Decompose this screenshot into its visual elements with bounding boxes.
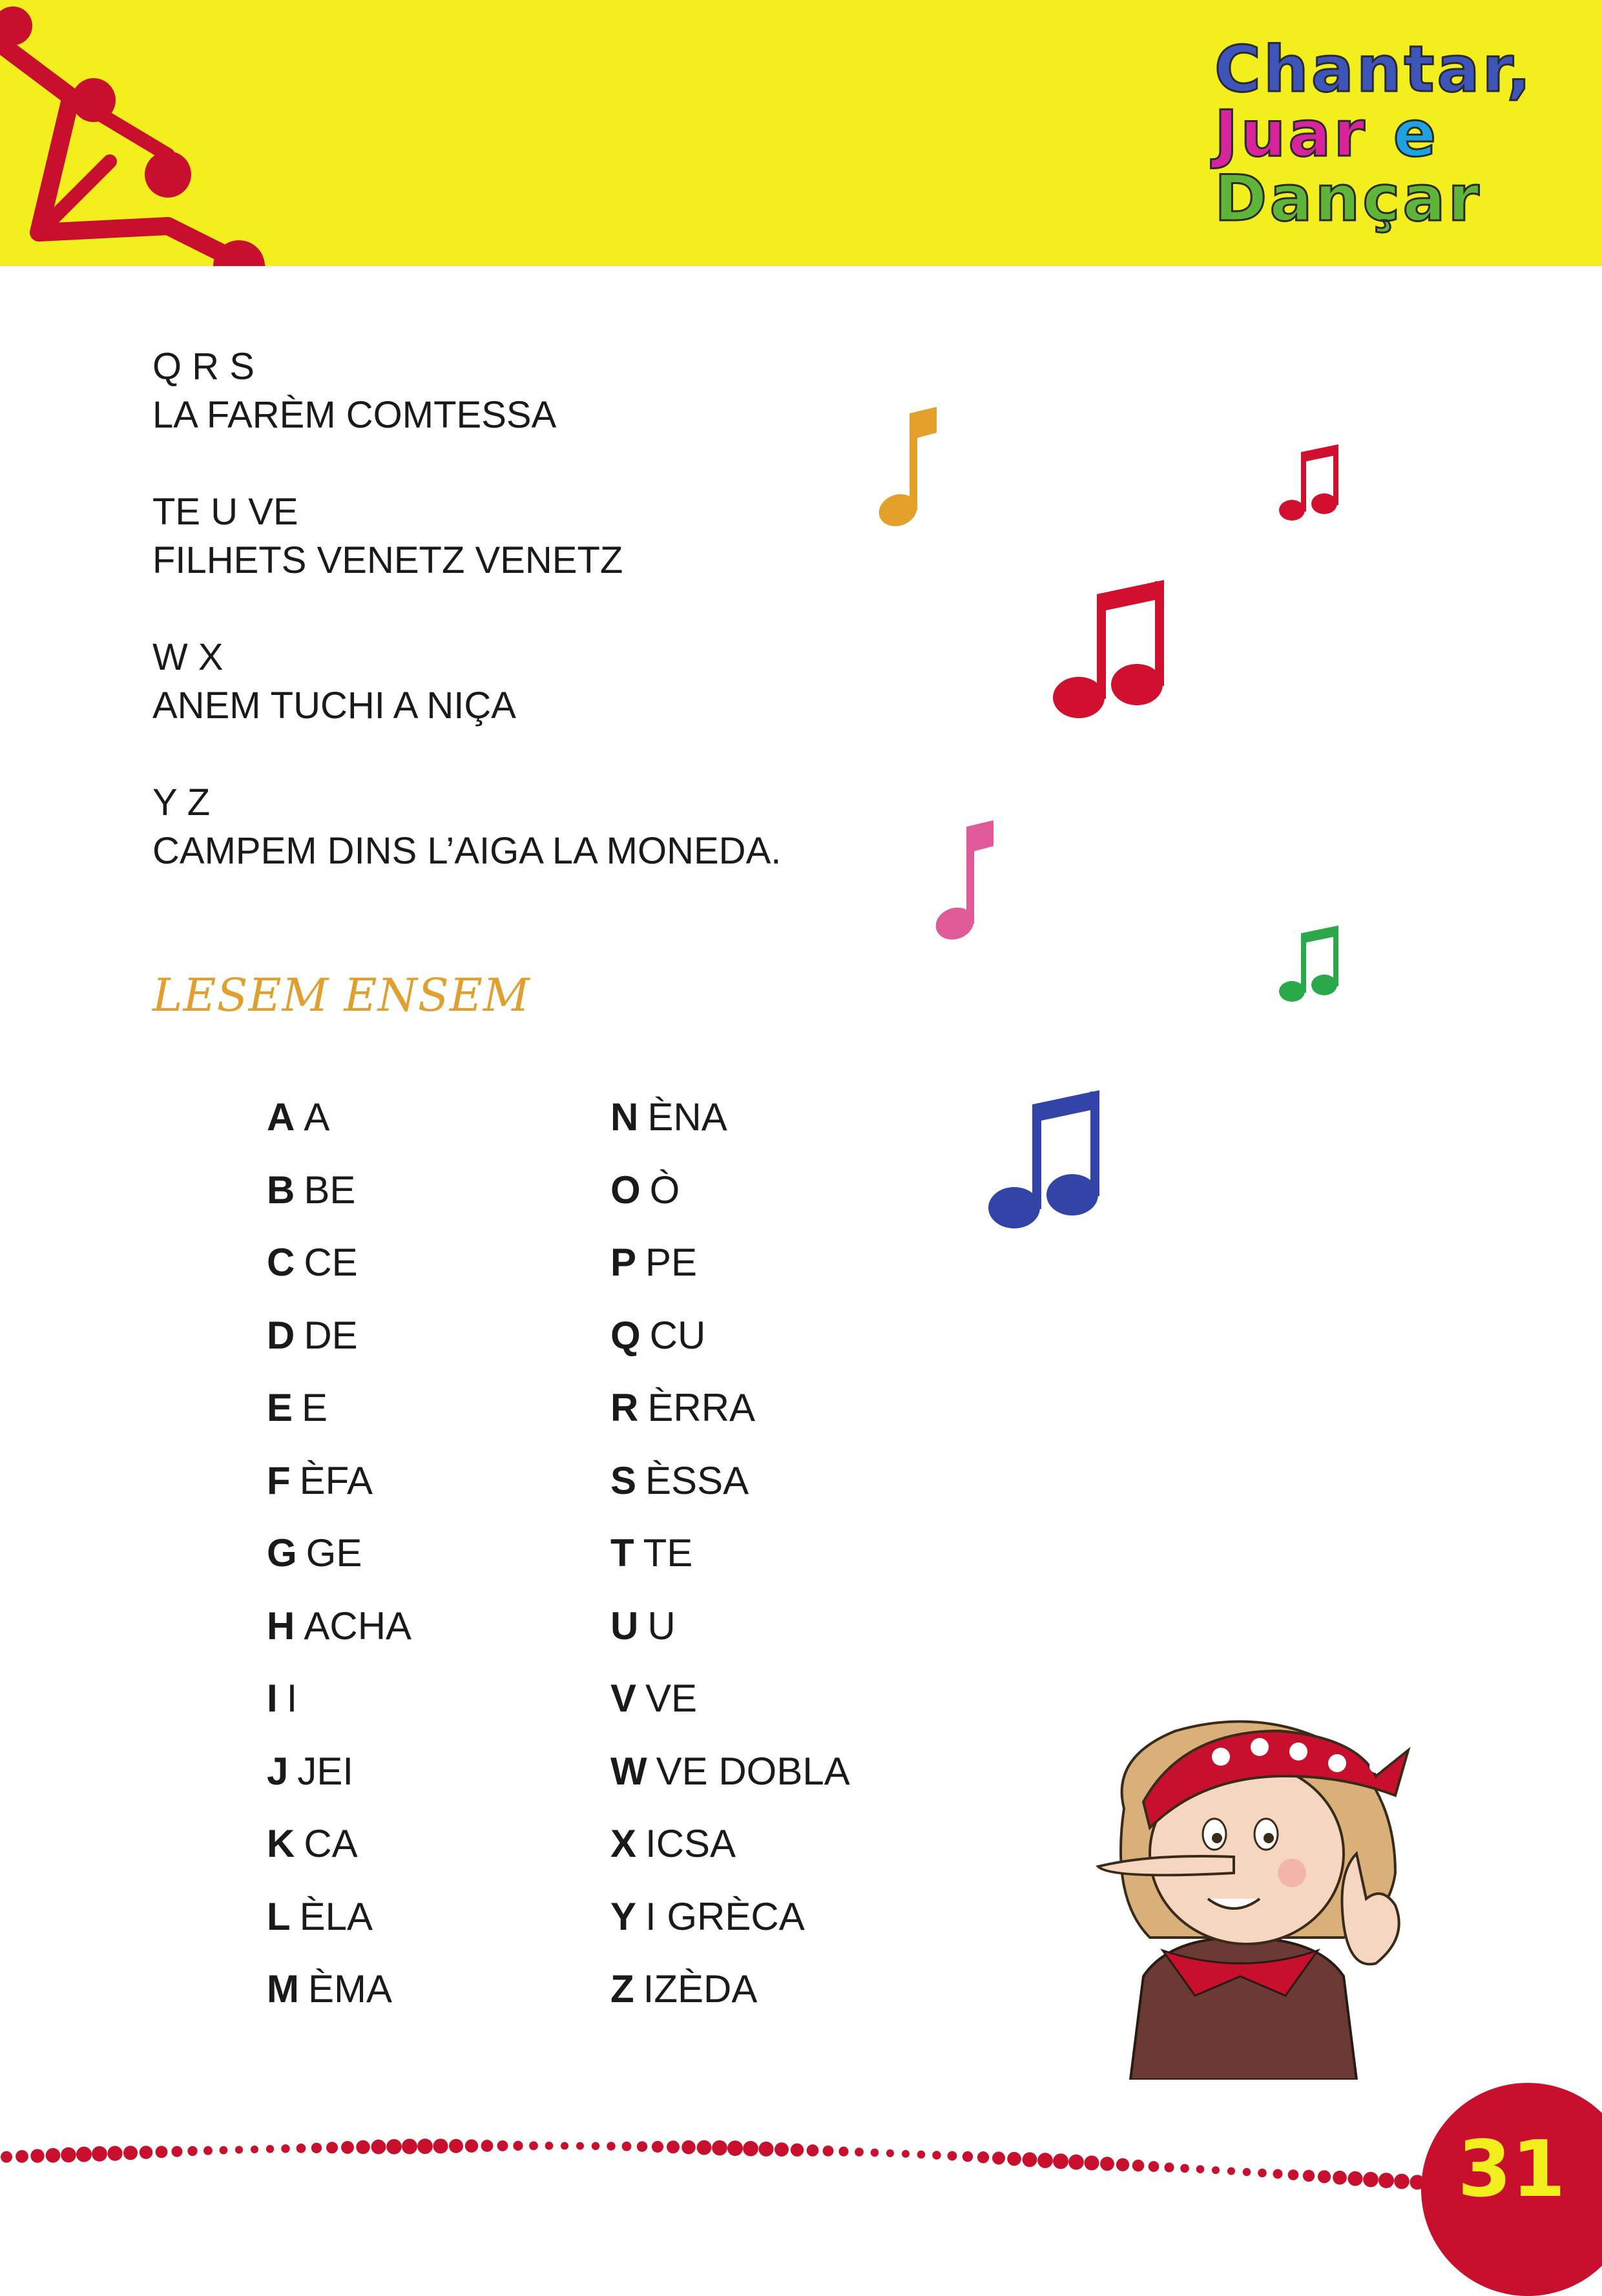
alphabet-name: E: [302, 1386, 328, 1429]
dotted-wave-divider: [0, 2093, 1460, 2209]
alphabet-name: ACHA: [304, 1604, 412, 1648]
decorative-dot: [465, 2139, 478, 2152]
decorative-dot: [1, 2151, 12, 2163]
decorative-dot: [932, 2151, 941, 2159]
alphabet-row: [267, 1891, 411, 1964]
decorative-dot: [1164, 2162, 1174, 2172]
alphabet-letter: J: [267, 1749, 289, 1793]
decorative-dot: [187, 2146, 197, 2156]
logo-line-2a: Juar: [1214, 98, 1368, 171]
alphabet-name: ÈNA: [647, 1095, 727, 1139]
decorative-dot: [622, 2142, 632, 2151]
red-corner-ornament-icon: [0, 0, 271, 266]
decorative-dot: [977, 2151, 989, 2163]
decorative-dot: [326, 2142, 338, 2153]
decorative-dot: [561, 2142, 568, 2149]
alphabet-letter: R: [610, 1386, 639, 1429]
alphabet-letter: U: [610, 1604, 639, 1648]
decorative-dot: [497, 2140, 508, 2151]
decorative-dot: [449, 2139, 463, 2153]
decorative-dot: [962, 2151, 973, 2162]
decorative-dot: [1363, 2172, 1378, 2187]
decorative-dot: [1149, 2161, 1160, 2172]
decorative-dot: [1100, 2156, 1114, 2171]
decorative-dot: [592, 2142, 599, 2150]
alphabet-name: DE: [304, 1313, 358, 1357]
verse-line: LA FARÈM COMTESSA: [152, 394, 557, 436]
alphabet-name: JEI: [297, 1749, 354, 1793]
decorative-dot: [1273, 2169, 1283, 2178]
alphabet-letter: Y: [610, 1894, 637, 1938]
decorative-dot: [1243, 2168, 1251, 2177]
music-note-green-icon: [1279, 926, 1338, 1002]
logo: [1214, 33, 1537, 236]
decorative-dot: [156, 2146, 168, 2158]
decorative-dot: [92, 2146, 107, 2162]
alphabet-name: ÈRRA: [647, 1386, 756, 1429]
decorative-dot: [1196, 2165, 1205, 2173]
verse-line: TE U VE: [152, 491, 298, 533]
alphabet-letter: X: [610, 1822, 637, 1865]
alphabet-row: [267, 1310, 411, 1383]
music-note-blue-icon: [988, 1090, 1099, 1228]
decorative-dot: [46, 2148, 61, 2163]
stanza: [152, 778, 928, 875]
alphabet-row: [267, 1818, 411, 1891]
alphabet-name: CE: [304, 1241, 358, 1284]
alphabet-name: ICSA: [645, 1822, 736, 1865]
stanza: [152, 488, 928, 584]
alphabet-name: PE: [645, 1241, 698, 1284]
verse-line: Y Z: [152, 781, 211, 823]
alphabet-name: U: [647, 1604, 676, 1648]
alphabet-letter: F: [267, 1458, 291, 1502]
decorative-dot: [545, 2142, 554, 2150]
decorative-dot: [1116, 2158, 1129, 2171]
alphabet-letter: A: [267, 1095, 295, 1139]
decorative-dot: [697, 2140, 712, 2155]
decorative-dot: [807, 2144, 819, 2156]
decorative-dot: [1303, 2170, 1315, 2182]
decorative-dot: [16, 2150, 28, 2163]
verse-line: ANEM TUCHI A NIÇA: [152, 685, 516, 727]
decorative-dot: [1053, 2153, 1068, 2169]
decorative-dot: [30, 2149, 44, 2162]
decorative-dot: [1212, 2166, 1220, 2174]
stanza: [152, 342, 928, 439]
alphabet-column-left: [267, 1091, 411, 2036]
logo-line-3: Dançar: [1214, 162, 1482, 236]
alphabet-letter: K: [267, 1822, 295, 1865]
decorative-dot: [386, 2139, 402, 2155]
alphabet-name: CU: [649, 1313, 706, 1357]
alphabet-name: CA: [304, 1822, 358, 1865]
alphabet-name: ÈMA: [307, 1967, 393, 2011]
decorative-dot: [667, 2140, 680, 2153]
decorative-dot: [1180, 2164, 1189, 2173]
decorative-dot: [1288, 2169, 1299, 2180]
decorative-dot: [402, 2138, 417, 2154]
alphabet-row: [267, 1091, 411, 1164]
decorative-dot: [727, 2140, 743, 2156]
decorative-dot: [281, 2144, 289, 2153]
alphabet-name: ÈLA: [299, 1894, 373, 1938]
decorative-dot: [235, 2146, 243, 2154]
decorative-dot: [311, 2143, 322, 2153]
decorative-dot: [371, 2140, 386, 2155]
alphabet-letter: D: [267, 1313, 295, 1357]
section-heading: LESEM ENSEM: [152, 969, 530, 1022]
alphabet-row: [267, 1237, 411, 1310]
decorative-dot: [712, 2140, 727, 2156]
verse-line: FILHETS VENETZ VENETZ: [152, 539, 623, 581]
decorative-dot: [1348, 2171, 1363, 2186]
alphabet-row: [610, 1746, 850, 1819]
decorative-dot: [948, 2151, 957, 2161]
decorative-dot: [791, 2144, 804, 2156]
decorative-dot: [1084, 2155, 1099, 2170]
alphabet-letter: E: [267, 1386, 293, 1429]
decorative-dot: [296, 2144, 306, 2153]
decorative-dot: [220, 2146, 228, 2155]
alphabet-row: [610, 1963, 850, 2036]
decorative-dot: [123, 2146, 138, 2160]
decorative-dot: [902, 2150, 910, 2158]
music-notes-icon: [840, 388, 1421, 1259]
decorative-dot: [61, 2147, 76, 2163]
alphabet-row: [267, 1746, 411, 1819]
music-note-red-small-icon: [1279, 444, 1338, 521]
header-band: [0, 0, 1602, 266]
decorative-dot: [1132, 2160, 1145, 2172]
alphabet-name: VE: [645, 1677, 698, 1720]
alphabet-name: A: [304, 1095, 330, 1139]
alphabet-name: BE: [304, 1168, 356, 1212]
decorative-dot: [637, 2141, 647, 2151]
alphabet-letter: O: [610, 1168, 641, 1212]
decorative-dot: [1258, 2169, 1267, 2178]
music-note-orange-icon: [875, 407, 937, 532]
alphabet-row: [610, 1310, 850, 1383]
decorative-dot: [1333, 2171, 1347, 2185]
alphabet-row: [267, 1527, 411, 1600]
alphabet-letter: Q: [610, 1313, 641, 1357]
alphabet-name: IZÈDA: [643, 1967, 758, 2011]
alphabet-letter: G: [267, 1531, 297, 1575]
decorative-dot: [140, 2146, 153, 2159]
decorative-dot: [1227, 2167, 1235, 2175]
decorative-dot: [1378, 2173, 1394, 2188]
alphabet-letter: V: [610, 1677, 637, 1720]
decorative-dot: [1037, 2153, 1053, 2168]
decorative-dot: [107, 2146, 122, 2161]
alphabet-name: ÈSSA: [645, 1458, 749, 1502]
mascot-girl-icon: [1072, 1705, 1434, 2080]
alphabet-letter: B: [267, 1168, 295, 1212]
alphabet-name: I: [286, 1677, 298, 1720]
decorative-dot: [823, 2146, 834, 2156]
alphabet-name: VE DOBLA: [656, 1749, 850, 1793]
alphabet-row: [610, 1891, 850, 1964]
music-note-pink-icon: [931, 820, 993, 945]
alphabet-row: [610, 1237, 850, 1310]
decorative-dot: [529, 2141, 538, 2150]
alphabet-name: I GRÈCA: [645, 1894, 805, 1938]
decorative-dot: [758, 2142, 773, 2156]
stanza: [152, 633, 928, 730]
decorative-dot: [1318, 2170, 1331, 2183]
alphabet-row: [610, 1091, 850, 1164]
decorative-dot: [266, 2145, 274, 2153]
alphabet-row: [267, 1600, 411, 1673]
page-number: 31: [1457, 2125, 1566, 2215]
decorative-dot: [417, 2138, 433, 2154]
decorative-dot: [886, 2149, 894, 2157]
decorative-dot: [481, 2140, 494, 2152]
alphabet-column-right: [610, 1091, 850, 2036]
decorative-dot: [1023, 2152, 1037, 2167]
alphabet-letter: T: [610, 1531, 634, 1575]
logo-line-1: Chantar,: [1214, 33, 1534, 107]
logo-line-2b: e: [1393, 98, 1439, 171]
verse-line: CAMPEM DINS L’AIGA LA MONEDA.: [152, 830, 782, 872]
decorative-dot: [855, 2147, 864, 2156]
alphabet-letter: P: [610, 1241, 637, 1284]
decorative-dot: [775, 2142, 789, 2156]
decorative-dot: [356, 2140, 369, 2154]
alphabet-letter: S: [610, 1458, 637, 1502]
alphabet-row: [610, 1455, 850, 1528]
alphabet-row: [267, 1164, 411, 1237]
alphabet-name: TE: [643, 1531, 693, 1575]
verse-line: Q R S: [152, 346, 255, 388]
alphabet-letter: Z: [610, 1967, 634, 2011]
decorative-dot: [171, 2146, 182, 2157]
decorative-dot: [1068, 2155, 1084, 2170]
alphabet-letter: N: [610, 1095, 639, 1139]
decorative-dot: [251, 2146, 258, 2153]
alphabet-row: [267, 1382, 411, 1455]
alphabet-row: [267, 1673, 411, 1746]
decorative-dot: [76, 2147, 92, 2162]
alphabet-row: [610, 1382, 850, 1455]
decorative-dot: [871, 2149, 879, 2157]
music-note-red-large-icon: [1053, 580, 1164, 718]
alphabet-row: [267, 1963, 411, 2036]
alphabet-letter: W: [610, 1749, 647, 1793]
alphabet-letter: L: [267, 1894, 291, 1938]
alphabet-name: ÈFA: [299, 1458, 373, 1502]
verse-line: W X: [152, 636, 224, 678]
decorative-dot: [652, 2141, 663, 2153]
decorative-dot: [341, 2141, 354, 2154]
decorative-dot: [743, 2141, 758, 2156]
alphabet-name: GE: [306, 1531, 362, 1575]
alphabet-row: [610, 1164, 850, 1237]
decorative-dot: [681, 2140, 696, 2155]
decorative-dot: [513, 2141, 523, 2151]
decorative-dot: [576, 2142, 584, 2150]
decorative-dot: [433, 2138, 448, 2153]
alphabet-row: [610, 1527, 850, 1600]
decorative-dot: [1394, 2174, 1410, 2189]
decorative-dot: [917, 2151, 926, 2159]
alphabet-row: [610, 1673, 850, 1746]
alphabet-row: [267, 1455, 411, 1528]
decorative-dot: [203, 2146, 213, 2155]
alphabet-letter: M: [267, 1967, 299, 2011]
decorative-dot: [607, 2142, 615, 2150]
decorative-dot: [838, 2147, 848, 2156]
alphabet-row: [610, 1600, 850, 1673]
decorative-dot: [1007, 2152, 1021, 2166]
alphabet-row: [610, 1818, 850, 1891]
song-verses: [152, 342, 928, 924]
alphabet-letter: C: [267, 1241, 295, 1284]
alphabet-name: Ò: [649, 1168, 680, 1212]
alphabet-letter: H: [267, 1604, 295, 1648]
decorative-dot: [992, 2151, 1005, 2164]
alphabet-letter: I: [267, 1677, 278, 1720]
